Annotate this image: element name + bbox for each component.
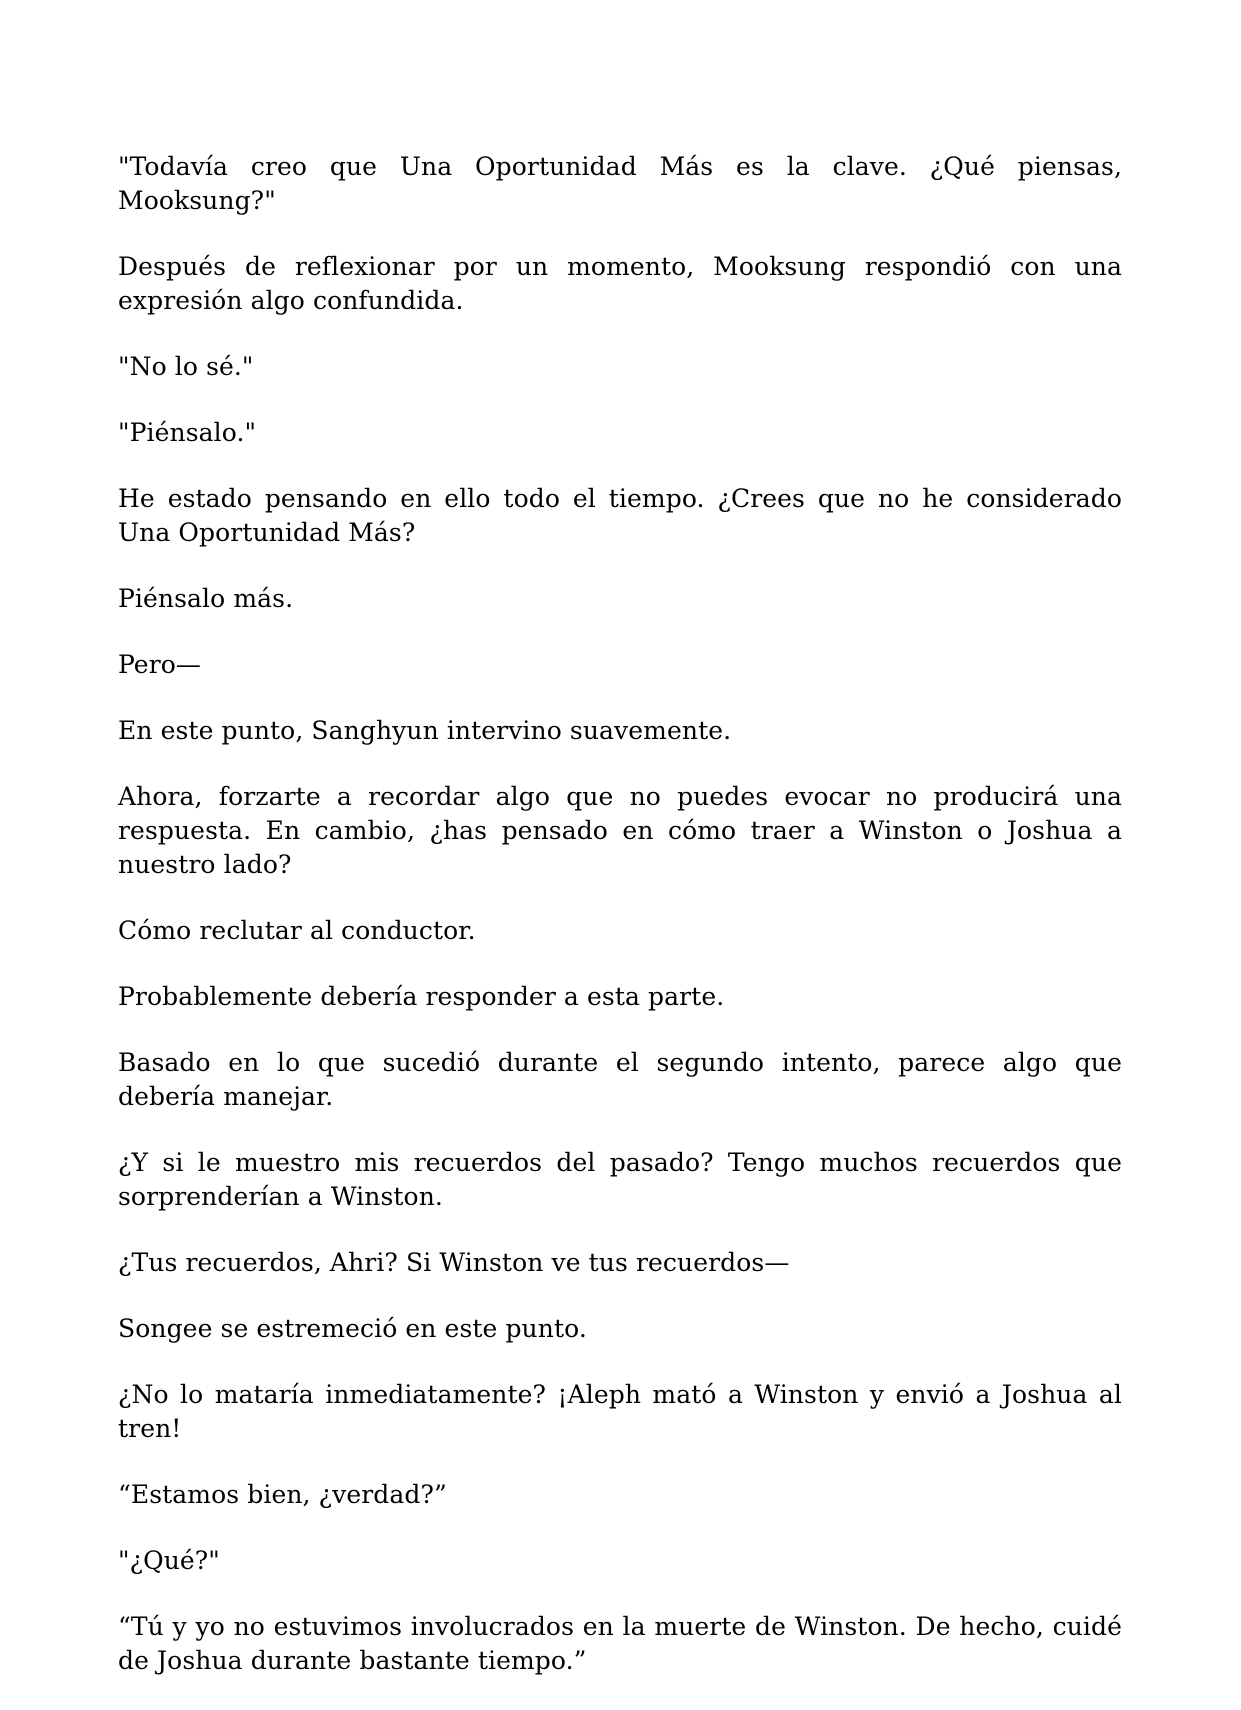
paragraph: He estado pensando en ello todo el tiempo. ¿Crees que no he considerado Una Oportunidad Más? xyxy=(118,484,1122,547)
paragraph: Ahora, forzarte a recordar algo que no puedes evocar no producirá una respuesta. En cambio, ¿has pensado en cómo traer a Winston o Joshua a nuestro lado? xyxy=(118,782,1122,879)
paragraph: Probablemente debería responder a esta parte. xyxy=(118,982,725,1011)
paragraph: “Tú y yo no estuvimos involucrados en la muerte de Winston. De hecho, cuidé de Joshua durante bastante tiempo.” xyxy=(118,1612,1122,1675)
paragraph: Después de reflexionar por un momento, Mooksung respondió con una expresión algo confundida. xyxy=(118,252,1122,315)
paragraph: Pero— xyxy=(118,650,201,679)
paragraph: En este punto, Sanghyun intervino suavemente. xyxy=(118,716,732,745)
paragraph: ¿Tus recuerdos, Ahri? Si Winston ve tus recuerdos— xyxy=(118,1248,790,1277)
paragraph: "Todavía creo que Una Oportunidad Más es la clave. ¿Qué piensas, Mooksung?" xyxy=(118,152,1122,215)
paragraph: ¿Y si le muestro mis recuerdos del pasado? Tengo muchos recuerdos que sorprenderían a Winston. xyxy=(118,1148,1122,1211)
paragraph: Piénsalo más. xyxy=(118,584,294,613)
paragraph: Songee se estremeció en este punto. xyxy=(118,1314,587,1343)
document-body xyxy=(118,150,1122,1710)
paragraph: “Estamos bien, ¿verdad?” xyxy=(118,1480,447,1509)
paragraph: Cómo reclutar al conductor. xyxy=(118,916,476,945)
paragraph: "No lo sé." xyxy=(118,352,254,381)
paragraph: "Piénsalo." xyxy=(118,418,257,447)
paragraph: Basado en lo que sucedió durante el segundo intento, parece algo que debería manejar. xyxy=(118,1048,1122,1111)
paragraph: "¿Qué?" xyxy=(118,1546,220,1575)
paragraph: ¿No lo mataría inmediatamente? ¡Aleph mató a Winston y envió a Joshua al tren! xyxy=(118,1380,1122,1443)
